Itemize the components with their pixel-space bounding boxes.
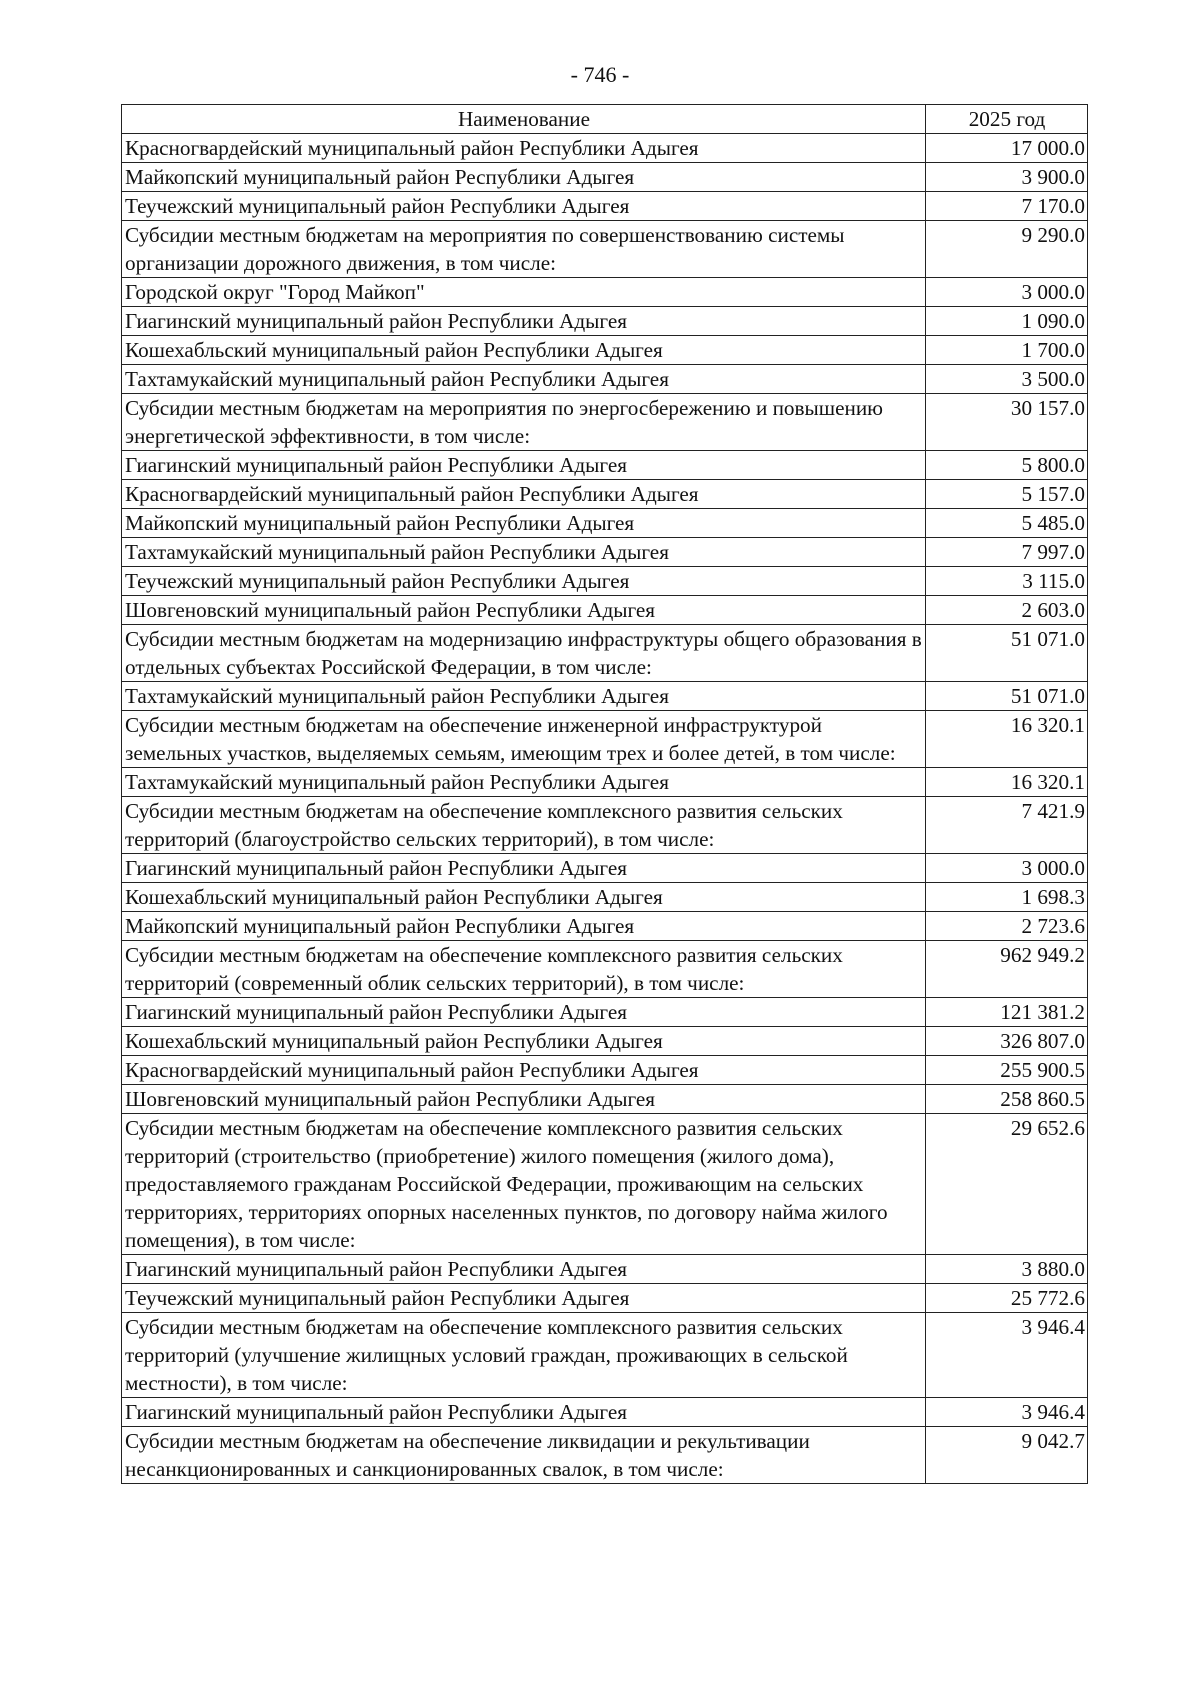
row-name-cell: Теучежский муниципальный район Республики Адыгея [122,567,926,596]
row-value-cell: 121 381.2 [926,998,1088,1027]
table-row [122,365,1088,394]
column-header-name: Наименование [122,105,926,134]
table-row [122,163,1088,192]
row-name-cell: Кошехабльский муниципальный район Республики Адыгея [122,1027,926,1056]
row-name-cell: Гиагинский муниципальный район Республики Адыгея [122,451,926,480]
column-header-year: 2025 год [926,105,1088,134]
row-name-cell: Субсидии местным бюджетам на обеспечение ликвидации и рекультивации несанкционированных и санкционированных свалок, в том числе: [122,1427,926,1484]
row-name-cell: Субсидии местным бюджетам на обеспечение комплексного развития сельских территорий (современный облик сельских территорий), в том числе: [122,941,926,998]
table-row [122,538,1088,567]
table-row [122,1398,1088,1427]
table-row [122,883,1088,912]
row-name-cell: Гиагинский муниципальный район Республики Адыгея [122,854,926,883]
table-row [122,1313,1088,1398]
table-row [122,625,1088,682]
row-name-cell: Субсидии местным бюджетам на модернизацию инфраструктуры общего образования в отдельных субъектах Российской Федерации, в том числе: [122,625,926,682]
table-row [122,941,1088,998]
row-value-cell: 3 500.0 [926,365,1088,394]
row-value-cell: 7 170.0 [926,192,1088,221]
row-value-cell: 7 997.0 [926,538,1088,567]
row-name-cell: Красногвардейский муниципальный район Республики Адыгея [122,1056,926,1085]
row-name-cell: Субсидии местным бюджетам на обеспечение комплексного развития сельских территорий (благоустройство сельских территорий), в том числе: [122,797,926,854]
page-number: - 746 - [570,62,630,87]
table-row [122,1284,1088,1313]
table-row [122,1085,1088,1114]
row-value-cell: 1 700.0 [926,336,1088,365]
row-value-cell: 3 000.0 [926,278,1088,307]
row-value-cell: 3 900.0 [926,163,1088,192]
row-name-cell: Субсидии местным бюджетам на обеспечение комплексного развития сельских территорий (строительство (приобретение) жилого помещения (жилого дома), предоставляемого гражданам Российской Федерации, проживающим на сельских территориях, территориях опорных населенных пунктов, по договору найма жилого помещения), в том числе: [122,1114,926,1255]
table-row [122,682,1088,711]
table-row [122,854,1088,883]
table-row [122,192,1088,221]
row-value-cell: 5 485.0 [926,509,1088,538]
table-row [122,912,1088,941]
row-value-cell: 1 090.0 [926,307,1088,336]
table-row [122,596,1088,625]
table-row [122,394,1088,451]
table-row [122,1255,1088,1284]
row-value-cell: 1 698.3 [926,883,1088,912]
table-row [122,278,1088,307]
table-row [122,768,1088,797]
table-row [122,1114,1088,1255]
row-name-cell: Субсидии местным бюджетам на обеспечение комплексного развития сельских территорий (улучшение жилищных условий граждан, проживающих в сельской местности), в том числе: [122,1313,926,1398]
row-name-cell: Гиагинский муниципальный район Республики Адыгея [122,307,926,336]
row-value-cell: 51 071.0 [926,625,1088,682]
row-name-cell: Субсидии местным бюджетам на мероприятия по энергосбережению и повышению энергетической эффективности, в том числе: [122,394,926,451]
table-row [122,221,1088,278]
row-name-cell: Тахтамукайский муниципальный район Республики Адыгея [122,682,926,711]
row-name-cell: Городской округ "Город Майкоп" [122,278,926,307]
row-name-cell: Майкопский муниципальный район Республики Адыгея [122,912,926,941]
row-value-cell: 3 946.4 [926,1313,1088,1398]
table-row [122,567,1088,596]
row-name-cell: Гиагинский муниципальный район Республики Адыгея [122,1255,926,1284]
row-name-cell: Кошехабльский муниципальный район Республики Адыгея [122,336,926,365]
row-value-cell: 255 900.5 [926,1056,1088,1085]
table-body [122,134,1088,1484]
row-name-cell: Субсидии местным бюджетам на обеспечение инженерной инфраструктурой земельных участков, выделяемых семьям, имеющим трех и более детей, в том числе: [122,711,926,768]
row-name-cell: Майкопский муниципальный район Республики Адыгея [122,509,926,538]
budget-table [121,104,1088,1484]
table-row [122,1056,1088,1085]
row-name-cell: Красногвардейский муниципальный район Республики Адыгея [122,134,926,163]
table-row [122,134,1088,163]
row-value-cell: 25 772.6 [926,1284,1088,1313]
table-row [122,336,1088,365]
row-value-cell: 2 723.6 [926,912,1088,941]
row-name-cell: Тахтамукайский муниципальный район Республики Адыгея [122,538,926,567]
table-row [122,509,1088,538]
table-row [122,797,1088,854]
row-name-cell: Красногвардейский муниципальный район Республики Адыгея [122,480,926,509]
row-value-cell: 3 946.4 [926,1398,1088,1427]
row-name-cell: Теучежский муниципальный район Республики Адыгея [122,1284,926,1313]
row-name-cell: Гиагинский муниципальный район Республики Адыгея [122,1398,926,1427]
row-value-cell: 326 807.0 [926,1027,1088,1056]
row-value-cell: 258 860.5 [926,1085,1088,1114]
row-value-cell: 9 290.0 [926,221,1088,278]
row-name-cell: Майкопский муниципальный район Республики Адыгея [122,163,926,192]
row-value-cell: 5 800.0 [926,451,1088,480]
row-name-cell: Кошехабльский муниципальный район Республики Адыгея [122,883,926,912]
row-value-cell: 30 157.0 [926,394,1088,451]
table-row [122,451,1088,480]
row-value-cell: 51 071.0 [926,682,1088,711]
row-value-cell: 29 652.6 [926,1114,1088,1255]
row-value-cell: 962 949.2 [926,941,1088,998]
row-name-cell: Теучежский муниципальный район Республики Адыгея [122,192,926,221]
table-row [122,1027,1088,1056]
row-value-cell: 3 115.0 [926,567,1088,596]
row-value-cell: 16 320.1 [926,711,1088,768]
row-value-cell: 17 000.0 [926,134,1088,163]
row-name-cell: Тахтамукайский муниципальный район Республики Адыгея [122,768,926,797]
row-value-cell: 9 042.7 [926,1427,1088,1484]
row-value-cell: 3 880.0 [926,1255,1088,1284]
row-name-cell: Шовгеновский муниципальный район Республики Адыгея [122,596,926,625]
table-row [122,480,1088,509]
row-name-cell: Тахтамукайский муниципальный район Республики Адыгея [122,365,926,394]
row-value-cell: 2 603.0 [926,596,1088,625]
table-row [122,307,1088,336]
table-row [122,711,1088,768]
row-value-cell: 16 320.1 [926,768,1088,797]
table-row [122,998,1088,1027]
row-name-cell: Субсидии местным бюджетам на мероприятия по совершенствованию системы организации дорожного движения, в том числе: [122,221,926,278]
row-value-cell: 7 421.9 [926,797,1088,854]
row-value-cell: 3 000.0 [926,854,1088,883]
row-name-cell: Гиагинский муниципальный район Республики Адыгея [122,998,926,1027]
table-header-row [122,105,1088,134]
row-name-cell: Шовгеновский муниципальный район Республики Адыгея [122,1085,926,1114]
row-value-cell: 5 157.0 [926,480,1088,509]
table-row [122,1427,1088,1484]
